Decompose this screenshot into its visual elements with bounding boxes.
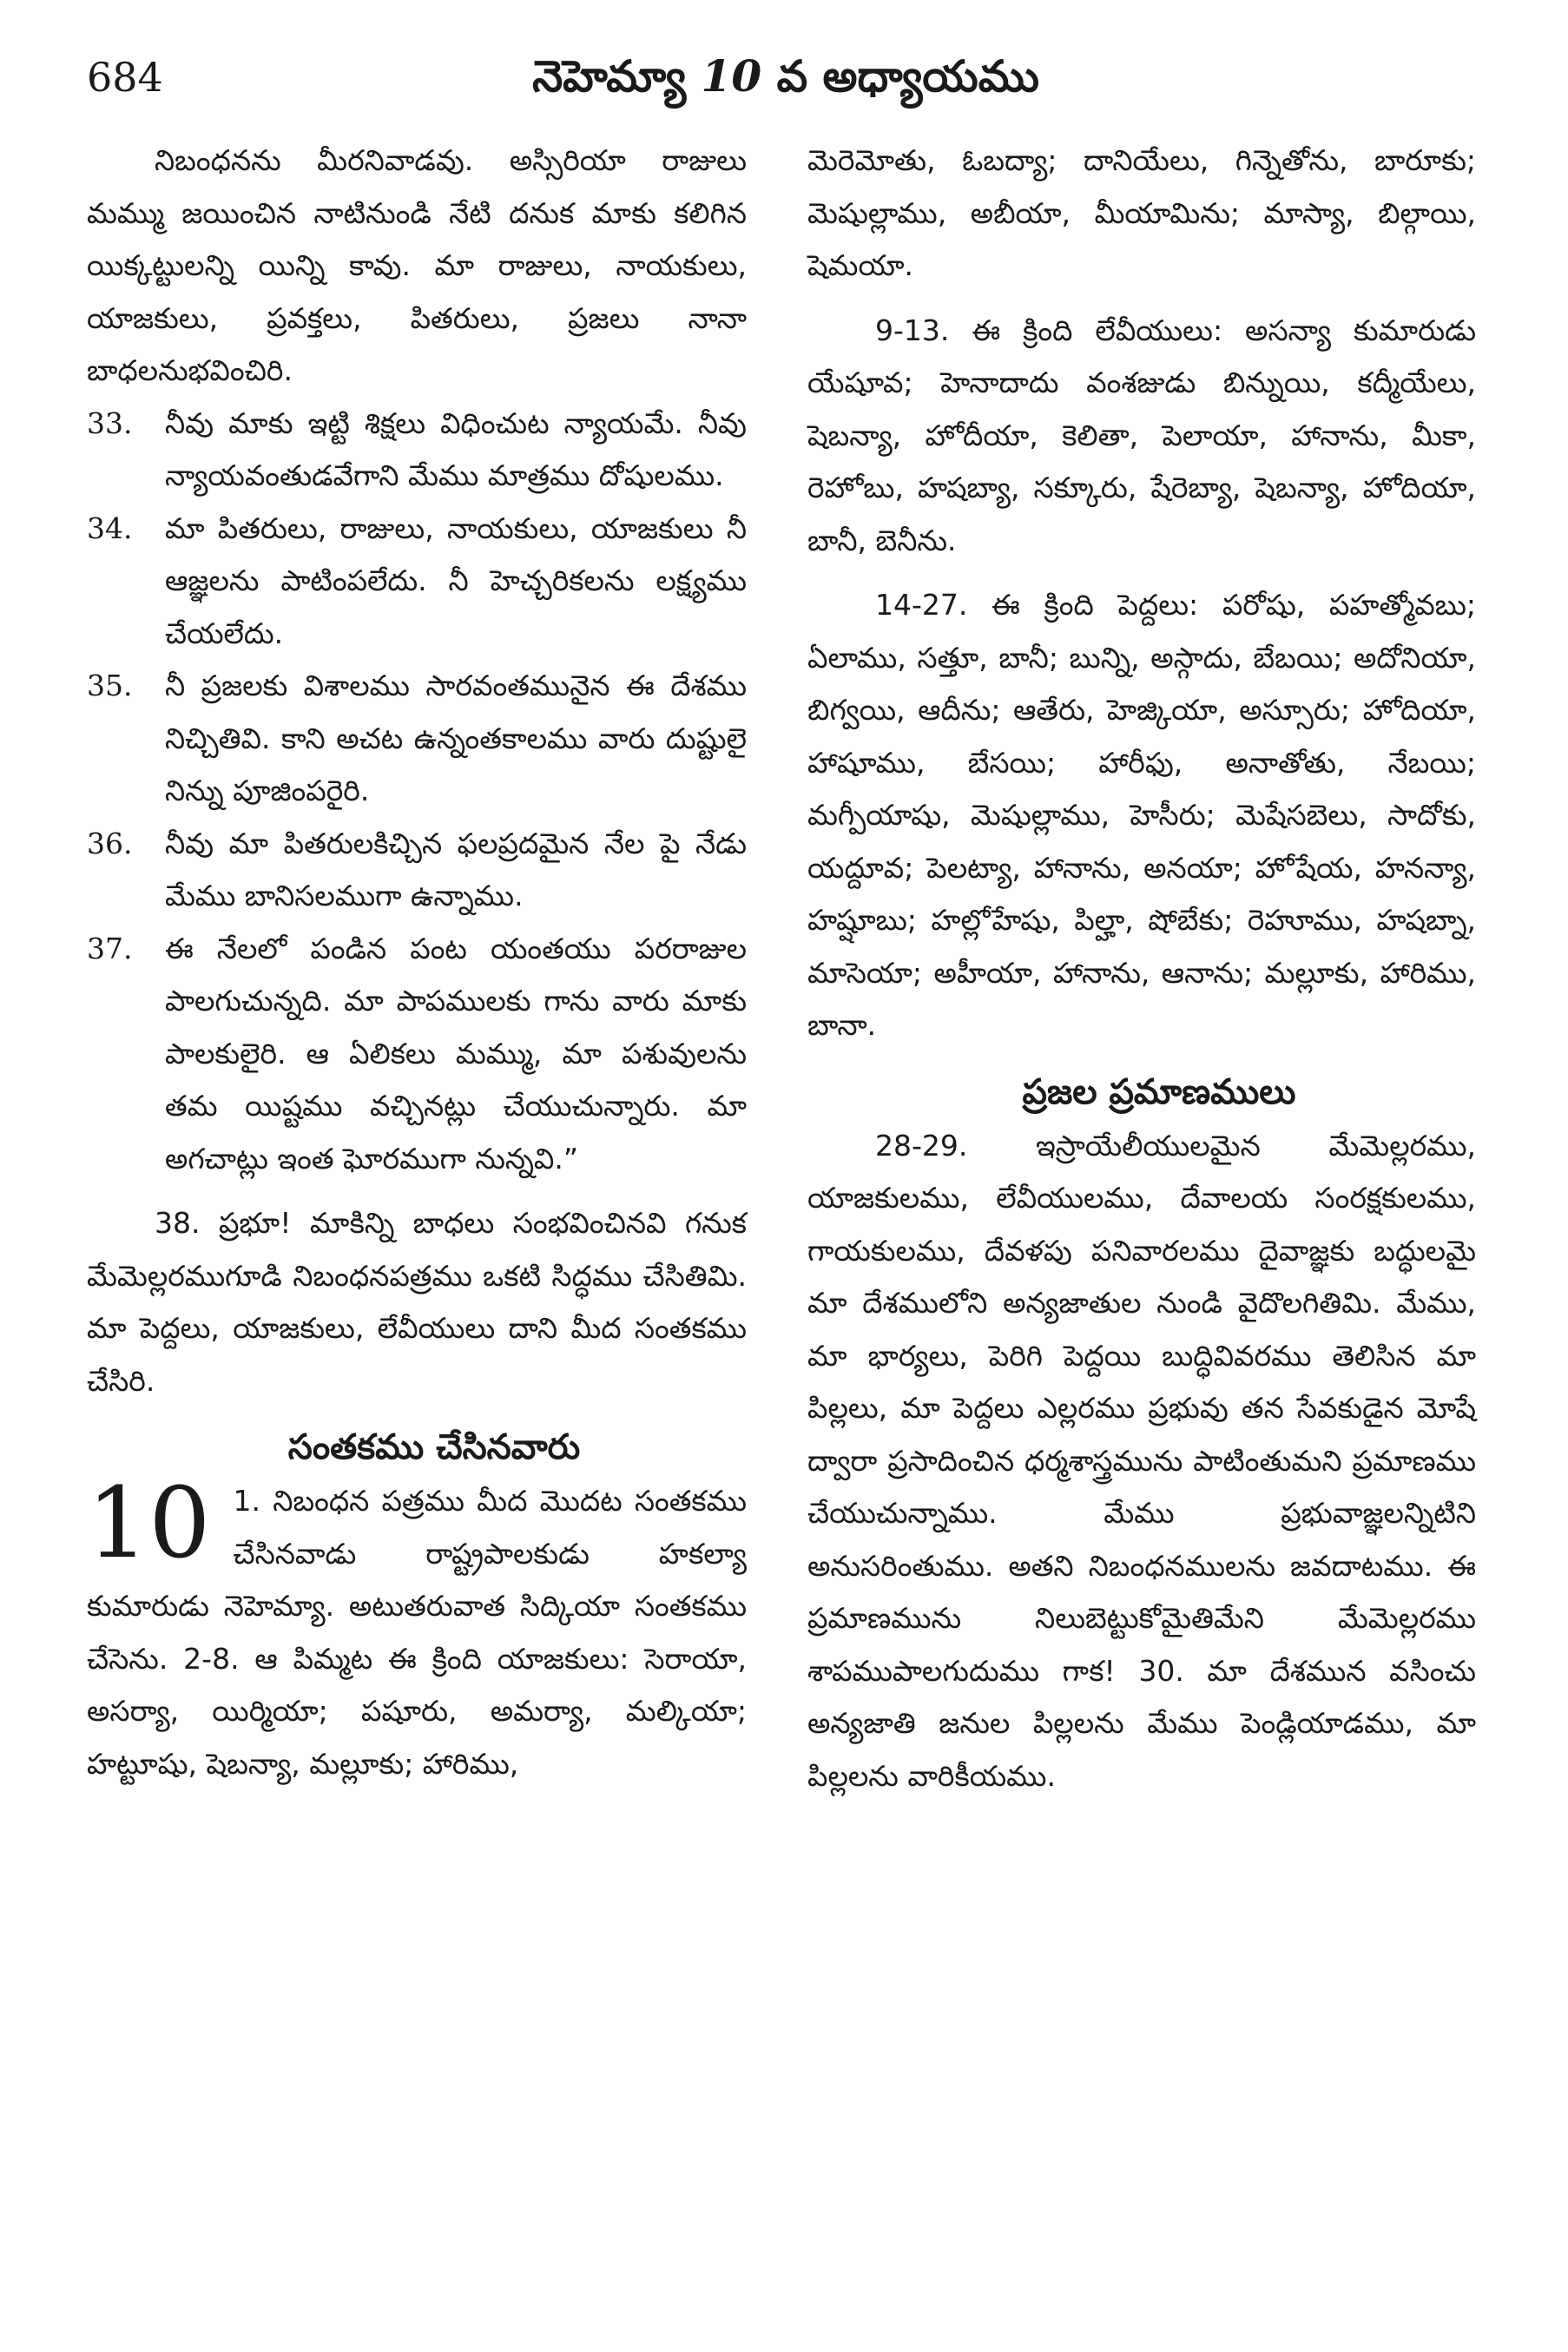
verse-text: నీ ప్రజలకు విశాలము సారవంతమునైన ఈ దేశము నిచ్చితివి. కాని అచట ఉన్నంతకాలము వారు దుష్టులై నిన్ను పూజింపరైరి. [165,669,747,807]
chapter-opening-text: 1. నిబంధన పత్రము మీద మొదట సంతకము చేసినవాడు రాష్ట్రపాలకుడు హకల్యా కుమారుడు నెహెమ్యా. అటుతరువాత సిద్కియా సంతకము చేసెను. 2-8. ఆ పిమ్మట ఈ క్రింది యాజకులు: సెరాయా, అసర్యా, యిర్మియా; పషూరు, అమర్యా, మల్కియా; హట్టూషు, షెబన్యా, మల్లూకు; హారిము, [87,1484,747,1781]
section-heading-oaths: ప్రజల ప్రమాణములు [1022,1071,1296,1112]
verse-36 [87,818,747,923]
verse-number: 37. [87,931,133,965]
verse-37 [87,923,747,1186]
right-column [807,135,1476,1802]
page-header [87,45,1485,123]
verse-number: 36. [87,826,133,860]
paragraph-38: 38. ప్రభూ! మాకిన్ని బాధలు సంభవించినవి గనుక మేమెల్లరముగూడి నిబంధనపత్రము ఒకటి సిద్ధము చేసితిమి. మా పెద్దలు, యాజకులు, లేవీయులు దాని మీద సంతకము చేసిరి. [87,1206,747,1398]
verse-number: 35. [87,669,133,702]
verse-number: 34. [87,511,133,545]
paragraph-9-13: 9-13. ఈ క్రింది లేవీయులు: అసన్యా కుమారుడు యేషూవ; హెనాదాదు వంశజుడు బిన్నుయి, కద్మీయేలు, షెబన్యా, హోదీయా, కెలితా, పెలాయా, హానాను, మీకా, రెహోబు, హషబ్యా, సక్కూరు, షేరెబ్యా, షెబన్యా, హోదియా, బానీ, బెనీను. [807,313,1477,557]
running-title [87,50,1485,113]
paragraph-28-30: 28-29. ఇస్రాయేలీయులమైన మేమెల్లరము, యాజకులము, లేవీయులము, దేవాలయ సంరక్షకులము, గాయకులము, దేవళపు పనివారలము దైవాజ్ఞకు బద్ధులమై మా దేశములోని అన్యజాతుల నుండి వైదొలగితిమి. మేము, మా భార్యలు, పెరిగి పెద్దయి బుద్ధివివరము తెలిసిన మా పిల్లలు, మా పెద్దలు ఎల్లరము ప్రభువు తన సేవకుడైన మోషే ద్వారా ప్రసాదించిన ధర్మశాస్త్రమును పాటింతుమని ప్రమాణము చేయుచున్నాము. మేము ప్రభువాజ్ఞలన్నిటిని అనుసరింతుము. అతని నిబంధనములను జవదాటము. ఈ ప్రమాణమును నిలుబెట్టుకోమైతిమేని మేమెల్లరము శాపముపాలగుదుము గాక! 30. మా దేశమున వసించు అన్యజాతి జనుల పిల్లలను మేము పెండ్లియాడము, మా పిల్లలను వారికీయము. [807,1128,1476,1793]
section-heading-signatories: సంతకము చేసినవారు [287,1427,581,1467]
running-title-suffix: వ అధ్యాయము [776,51,1039,102]
verse-33 [87,398,747,503]
continuation-paragraph: మెరెమోతు, ఓబద్యా; దానియేలు, గిన్నెతోను, బారూకు; మెషుల్లాము, అబీయా, మీయామిను; మాస్యా, బిల్గాయి, షెమయా. [807,143,1476,282]
verse-35 [87,660,747,818]
running-title-book: నెహెమ్యా [532,51,687,102]
verse-34 [87,503,747,661]
page-number: 684 [87,54,163,101]
spacer [807,293,1476,305]
opening-paragraph: నిబంధనను మీరనివాడవు. అస్సిరియా రాజులు మమ్ము జయించిన నాటినుండి నేటి దనుక మాకు కలిగిన యిక్కట్టులన్ని యిన్ని కావు. మా రాజులు, నాయకులు, యాజకులు, ప్రవక్తలు, పితరులు, ప్రజలు నానా బాధలనుభవించిరి. [87,143,747,387]
verse-text: నీవు మా పితరులకిచ్చిన ఫలప్రదమైన నేల పై నేడు మేము బానిసలముగా ఉన్నాము. [165,826,747,912]
verse-text: నీవు మాకు ఇట్టి శిక్షలు విధించుట న్యాయమే. నీవు న్యాయవంతుడవేగాని మేము మాత్రము దోషులము. [165,405,747,492]
verse-text: మా పితరులు, రాజులు, నాయకులు, యాజకులు నీ ఆజ్ఞలను పాటింపలేదు. నీ హెచ్చరికలను లక్ష్యము చేయలేదు. [165,511,747,650]
chapter-10-start [87,1467,747,1790]
chapter-number: 10 [87,1467,211,1580]
verse-text: ఈ నేలలో పండిన పంట యంతయు పరరాజుల పాలగుచున్నది. మా పాపములకు గాను వారు మాకు పాలకులైరి. ఆ ఏలికలు మమ్ము, మా పశువులను తమ యిష్టము వచ్చినట్లు చేయుచున్నారు. మా అగచాట్లు ఇంత ఘోరముగా నున్నవి.” [165,931,747,1176]
left-column [87,135,747,1790]
spacer [807,567,1476,579]
verse-number: 33. [87,405,133,440]
running-title-chapter: 10 [701,50,762,102]
paragraph-14-27: 14-27. ఈ క్రింది పెద్దలు: పరోషు, పహత్మోవబు; ఏలాము, సత్తూ, బానీ; బున్ని, అస్గాదు, బేబయి; అదోనియా, బిగ్వయి, ఆదీను; ఆతేరు, హెజ్కియా, అస్సూరు; హోదియా, హాషూము, బేసయి; హారీఫు, అనాతోతు, నేబయి; మగ్పీయాషు, మెషుల్లాము, హెసీరు; మెషేసబెలు, సాదోకు, యద్దూవ; పెలట్యా, హానాను, అనయా; హోషేయ, హనన్యా, హష్షూబు; హల్లోహేషు, పిల్హా, షోబేకు; రెహూము, హషబ్నా, మాసెయా; అహీయా, హానాను, ఆనాను; మల్లూకు, హారిము, బానా. [807,588,1476,1042]
spacer [87,1185,747,1197]
